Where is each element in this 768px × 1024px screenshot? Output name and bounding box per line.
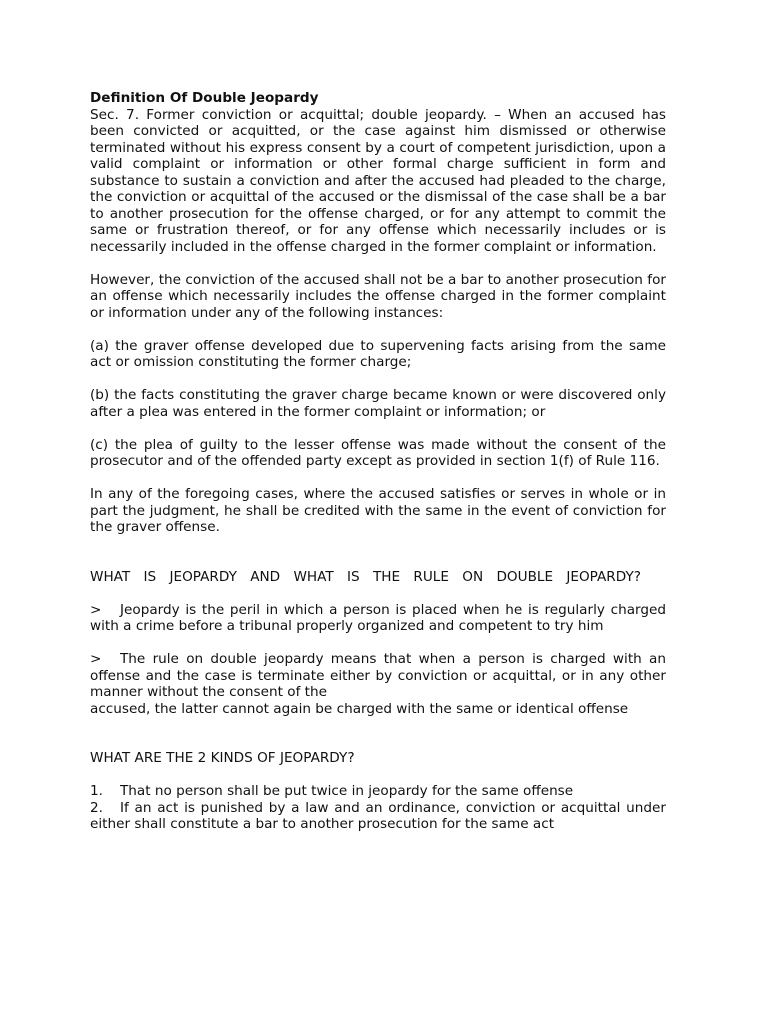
- section-7-paragraph: Sec. 7. Former conviction or acquittal; double jeopardy. – When an accused has been convicted or acquitted, or the case against him dismissed or otherwise terminated without his express consent by a court of competent jurisdiction, upon a valid complaint or information or other formal charge sufficient in form and substance to sustain a conviction and after the accused had pleaded to the charge, the conviction or acquittal of the accused or the dismissal of the case shall be a bar to another prosecution for the offense charged, or for any attempt to commit the same or frustration thereof, or for any offense which necessarily includes or is necessarily included in the offense charged in the former complaint or information.: [90, 106, 666, 255]
- kind-text: That no person shall be put twice in jeopardy for the same offense: [120, 783, 574, 799]
- kind-number: 1.: [90, 783, 103, 799]
- answer-jeopardy-definition: [90, 602, 666, 635]
- instance-b-paragraph: (b) the facts constituting the graver charge became known or were discovered only after a plea was entered in the former complaint or information; or: [90, 387, 666, 420]
- kind-text: If an act is punished by a law and an ordinance, conviction or acquittal under either shall constitute a bar to another prosecution for the same act: [90, 799, 666, 832]
- document-title: Definition Of Double Jeopardy: [90, 90, 319, 106]
- document-page: [90, 90, 666, 833]
- answer-jeopardy-text: Jeopardy is the peril in which a person is placed when he is regularly charged with a crime before a tribunal properly organized and competent to try him: [90, 601, 666, 634]
- instance-a-paragraph: (a) the graver offense developed due to supervening facts arising from the same act or omission constituting the former charge;: [90, 337, 666, 370]
- bullet-marker: >: [90, 601, 102, 618]
- foregoing-paragraph: In any of the foregoing cases, where the accused satisfies or serves in whole or in part the judgment, he shall be credited with the same in the event of conviction for the graver offense.: [90, 486, 666, 535]
- kind-item-1: [90, 783, 666, 800]
- kind-number: 2.: [90, 799, 103, 816]
- bullet-marker: >: [90, 651, 102, 667]
- answer-double-jeopardy-rule: [90, 651, 666, 701]
- question-kinds-heading: WHAT ARE THE 2 KINDS OF JEOPARDY?: [90, 750, 355, 766]
- instance-c-paragraph: (c) the plea of guilty to the lesser offense was made without the consent of the prosecutor and of the offended party except as provided in section 1(f) of Rule 116.: [90, 436, 666, 469]
- kind-item-2: [90, 800, 666, 833]
- answer-rule-text-line2: accused, the latter cannot again be charged with the same or identical offense: [90, 700, 629, 717]
- however-paragraph: However, the conviction of the accused shall not be a bar to another prosecution for an offense which necessarily includes the offense charged in the former complaint or information under any of the following instances:: [90, 271, 666, 321]
- answer-rule-text-line1: The rule on double jeopardy means that when a person is charged with an offense and the case is terminate either by conviction or acquittal, or in any other manner without the consent of the: [90, 651, 666, 700]
- question-jeopardy-heading: WHAT IS JEOPARDY AND WHAT IS THE RULE ON DOUBLE JEOPARDY?: [90, 568, 641, 585]
